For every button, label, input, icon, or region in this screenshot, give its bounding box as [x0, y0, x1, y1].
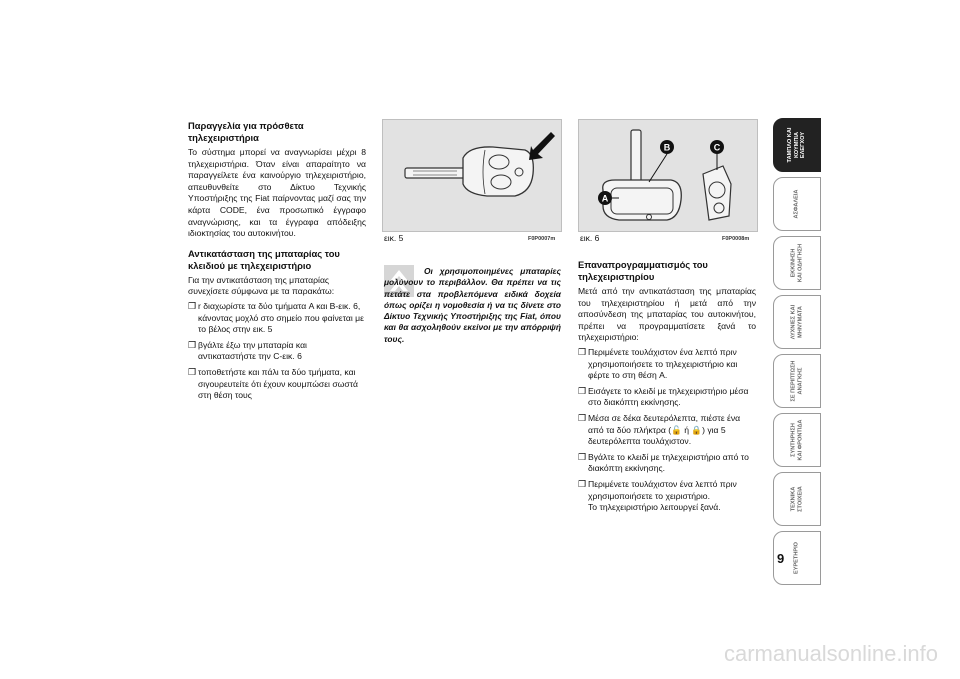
figure-6-key-image — [578, 119, 758, 232]
list-item: ❒ r διαχωρίστε τα δύο τμήματα A και B-εικ. 6, κάνοντας μοχλό στο σημείο που φαίνεται με το βέλος στην εικ. 5 — [188, 300, 364, 335]
arrow-icon — [529, 132, 555, 160]
tab-index[interactable]: ΕΥΡΕΤΗΡΙΟ — [773, 531, 821, 585]
tab-emergency[interactable]: ΣΕ ΠΕΡΙΠΤΩΣΗ ΑΝΑΓΚΗΣ — [773, 354, 821, 408]
checkbox-bullet-icon: ❒ — [578, 478, 587, 489]
list-item: ❒ Περιμένετε τουλάχιστον ένα λεπτό πριν χρησιμοποιήσετε το τηλεχειριστήριο και φέρτε το στη θέση A. — [578, 346, 738, 381]
paragraph-reprogramming: Μετά από την αντικατάσταση της μπαταρίας του τηλεχειριστηρίου ή μετά από την αποσύνδεση της μπαταρίας του αυτοκινήτου, πρέπει να προγραμματίσετε ξανά το τηλεχειριστήριο: — [578, 286, 756, 343]
figure-6-caption: εικ. 6 — [580, 233, 600, 243]
list-item: ❒ Μέσα σε δέκα δευτερόλεπτα, πιέστε ένα από τα δύο πλήκτρα (🔓 ή 🔒) για 5 δευτερόλεπτα τουλάχιστον. — [578, 412, 741, 447]
recycling-note: Οι χρησιμοποιημένες μπαταρίες μολύνουν το περιβάλλον. Θα πρέπει να τις πετάτε στα προβλεπόμενα ειδικά δοχεία όπως ορίζει η νομοθεσία ή να τις δίνετε στο Δίκτυο Τεχνικής Υποστήριξης της Fiat, όπου και θα ασχοληθούν εκείνοι με την απόρριψή τους. — [384, 266, 561, 344]
key-disassembly-illustration — [579, 120, 757, 231]
list-item: ❒ τοποθετήστε και πάλι τα δύο τμήματα, και σιγουρευτείτε ότι έχουν κουμπώσει σωστά στη θέση τους — [188, 366, 358, 401]
tab-maintenance[interactable]: ΣΥΝΤΗΡΗΣΗ ΚΑΙ ΦΡΟΝΤΙΔΑ — [773, 413, 821, 467]
list-item: ❒ Εισάγετε το κλειδί με τηλεχειριστήριο μέσα στο διακόπτη εκκίνησης. — [578, 385, 749, 408]
paragraph-battery-intro: Για την αντικατάσταση της μπαταρίας συνεχίσετε σύμφωνα με τα παρακάτω: — [188, 274, 335, 297]
tab-warning-lights[interactable]: ΛΥΧΝΙΕΣ ΚΑΙ ΜΗΝΥΜΑΤΑ — [773, 295, 821, 349]
label-a: A — [601, 193, 609, 204]
list-item: ❒ Βγάλτε το κλειδί με τηλεχειριστήριο από το διακόπτη εκκίνησης. — [578, 451, 749, 474]
checkbox-bullet-icon: ❒ — [578, 451, 587, 462]
figure-5-code: F0P0007m — [528, 236, 556, 242]
tab-technical-data[interactable]: ΤΕΧΝΙΚΑ ΣΤΟΙΧΕΙΑ — [773, 472, 821, 526]
paragraph-order-remotes: Το σύστημα μπορεί να αναγνωρίσει μέχρι 8 τηλεχειριστήρια. Όταν είναι απαραίτητο να παραγγείλετε ένα καινούργιο τηλεχειριστήριο, απευθυνθείτε στο Δίκτυο Τεχνικής Υποστήριξης της Fiat παίρνοντας μαζί σας την κάρτα CODE, ένα προσωπικό έγγραφο αναγνώρισης, και τα έγγραφα απόδειξης ιδιοκτησίας του αυτοκινήτου. — [188, 147, 366, 239]
list-item: ❒ βγάλτε έξω την μπαταρία και αντικαταστήστε την C-εικ. 6 — [188, 339, 307, 362]
closing-line: Το τηλεχειριστήριο λειτουργεί ξανά. — [588, 502, 721, 513]
checkbox-bullet-icon: ❒ — [578, 346, 587, 357]
list-item: ❒ Περιμένετε τουλάχιστον ένα λεπτό πριν χρησιμοποιήσετε το χειριστήριο. — [578, 478, 737, 501]
figure-5-caption: εικ. 5 — [384, 233, 404, 243]
checkbox-bullet-icon: ❒ — [188, 339, 197, 350]
figure-6-code: F0P0008m — [722, 236, 750, 242]
label-c: C — [713, 142, 721, 153]
section-tabs — [773, 118, 821, 590]
checkbox-bullet-icon: ❒ — [188, 366, 197, 377]
right-column — [578, 259, 756, 517]
figure-5-key-image — [382, 119, 562, 232]
left-column — [188, 120, 366, 406]
page-number: 9 — [777, 551, 785, 566]
label-b: B — [663, 142, 671, 153]
heading-reprogramming: Επαναπρογραμματισμός του τηλεχειριστηρίου — [578, 259, 708, 282]
heading-order-remotes: Παραγγελία για πρόσθετα τηλεχειριστήρια — [188, 120, 304, 143]
tab-dashboard-controls[interactable]: ΤΑΜΠΛΟ ΚΑΙ ΚΟΥΜΠΙΑ ΕΛΕΓΧΟΥ — [773, 118, 821, 172]
tab-starting-driving[interactable]: ΕΚΚΙΝΗΣΗ ΚΑΙ ΟΔΗΓΗΣΗ — [773, 236, 821, 290]
checkbox-bullet-icon: ❒ — [578, 412, 587, 423]
key-fob-illustration — [383, 120, 561, 231]
checkbox-bullet-icon: ❒ — [578, 385, 587, 396]
heading-battery-replacement: Αντικατάσταση της μπαταρίας του κλειδιού με τηλεχειριστήριο — [188, 247, 340, 271]
checkbox-bullet-icon: ❒ — [188, 300, 197, 311]
watermark: carmanualsonline.info — [723, 641, 938, 666]
tab-safety[interactable]: ΑΣΦΑΛΕΙΑ — [773, 177, 821, 231]
